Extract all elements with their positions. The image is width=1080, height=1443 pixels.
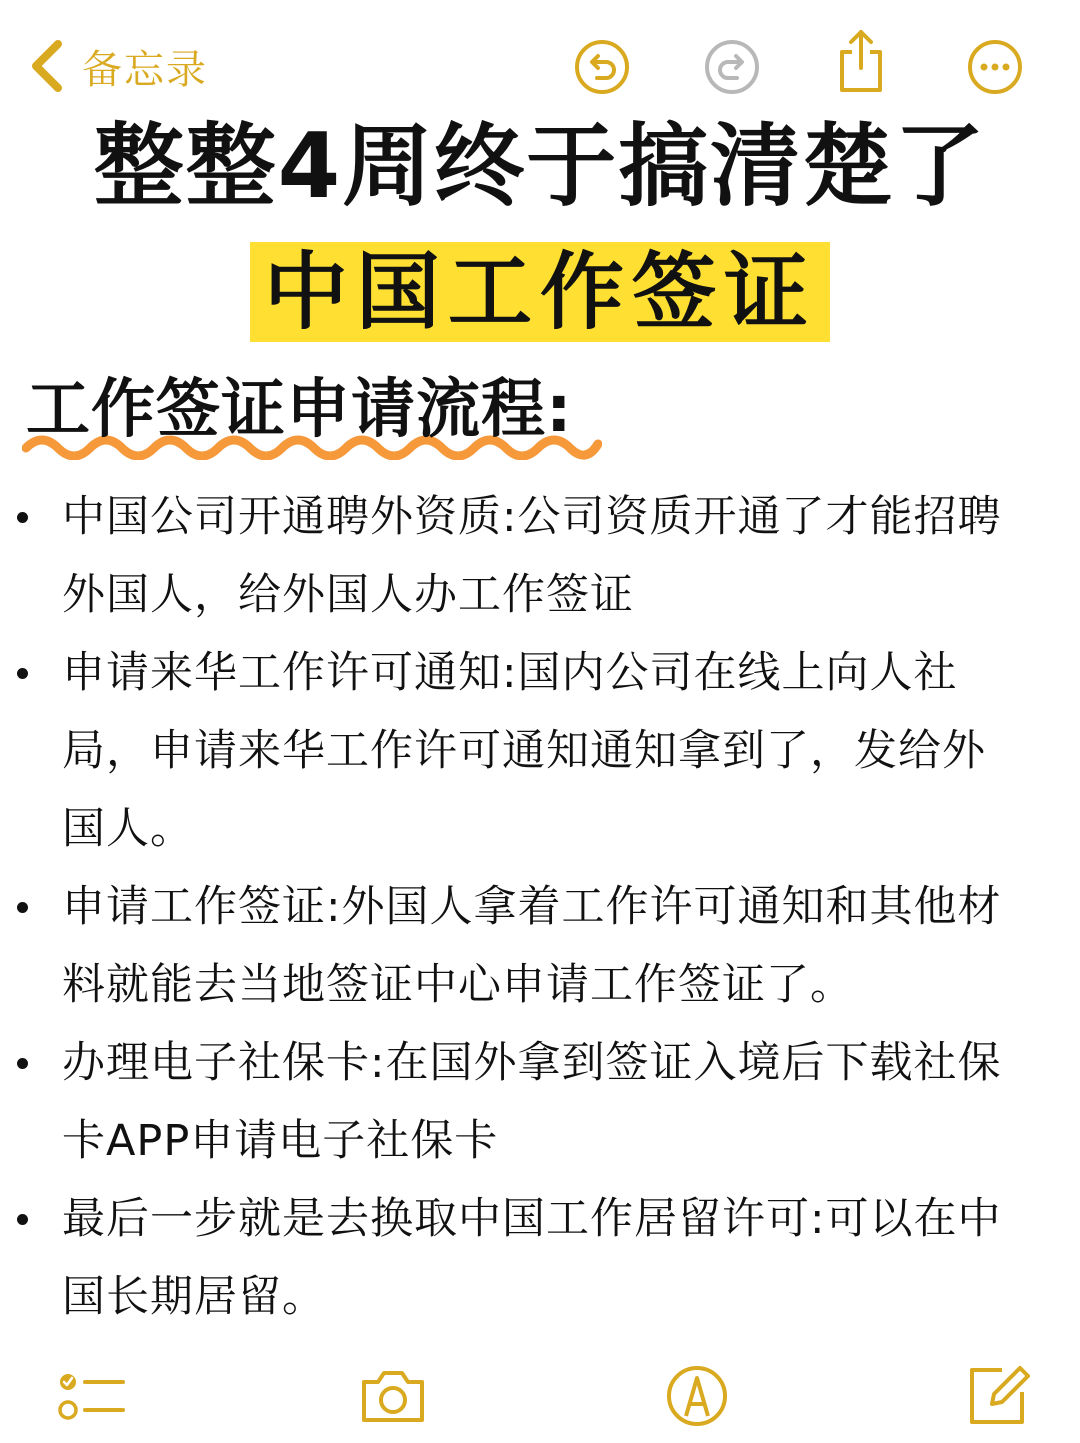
list-item — [0, 1024, 1027, 1180]
bullet — [17, 1214, 28, 1225]
note-subtitle-highlight: 中国工作签证 — [250, 242, 830, 342]
redo-icon — [703, 38, 761, 96]
list-item — [0, 478, 1027, 634]
top-toolbar — [0, 0, 1080, 130]
bullet — [17, 668, 28, 679]
list-item-text: 申请来华工作许可通知:国内公司在线上向人社局，申请来华工作许可通知通知拿到了，发给外国人。 — [62, 648, 986, 854]
compose-icon — [962, 1360, 1032, 1430]
undo-icon — [573, 38, 631, 96]
back-button[interactable] — [28, 38, 208, 94]
list-item-text: 申请工作签证:外国人拿着工作许可通知和其他材料就能去当地签证中心申请工作签证了。 — [62, 882, 1002, 1010]
checklist-button[interactable] — [55, 1360, 125, 1430]
bullet — [17, 902, 28, 913]
section-heading — [26, 370, 573, 450]
list-item — [0, 868, 1027, 1024]
undo-button[interactable] — [573, 38, 631, 96]
list-item-text: 最后一步就是去换取中国工作居留许可:可以在中国长期居留。 — [62, 1194, 1002, 1322]
share-button[interactable] — [832, 28, 890, 86]
list-item — [0, 634, 1027, 868]
markup-icon — [662, 1360, 732, 1430]
camera-button[interactable] — [358, 1360, 428, 1430]
bottom-toolbar — [0, 1350, 1080, 1443]
chevron-left-icon — [28, 38, 68, 94]
redo-button[interactable] — [703, 38, 761, 96]
back-label: 备忘录 — [82, 46, 208, 93]
list-item-text: 中国公司开通聘外资质:公司资质开通了才能招聘外国人，给外国人办工作签证 — [62, 492, 1002, 620]
bullet — [17, 1058, 28, 1069]
list-item — [0, 1180, 1027, 1336]
list-item-text: 办理电子社保卡:在国外拿到签证入境后下载社保卡APP申请电子社保卡 — [62, 1038, 1002, 1166]
compose-button[interactable] — [962, 1360, 1032, 1430]
checklist-icon — [55, 1360, 125, 1430]
section-heading-text: 工作签证申请流程: — [26, 373, 573, 447]
markup-button[interactable] — [662, 1360, 732, 1430]
bullet — [17, 512, 28, 523]
note-subtitle-wrap — [0, 242, 1080, 342]
camera-icon — [358, 1360, 428, 1430]
more-button[interactable] — [966, 38, 1024, 96]
note-title: 整整4周终于搞清楚了 — [93, 114, 987, 219]
more-icon — [966, 38, 1024, 96]
share-icon — [832, 28, 890, 94]
process-list — [0, 478, 1080, 1336]
